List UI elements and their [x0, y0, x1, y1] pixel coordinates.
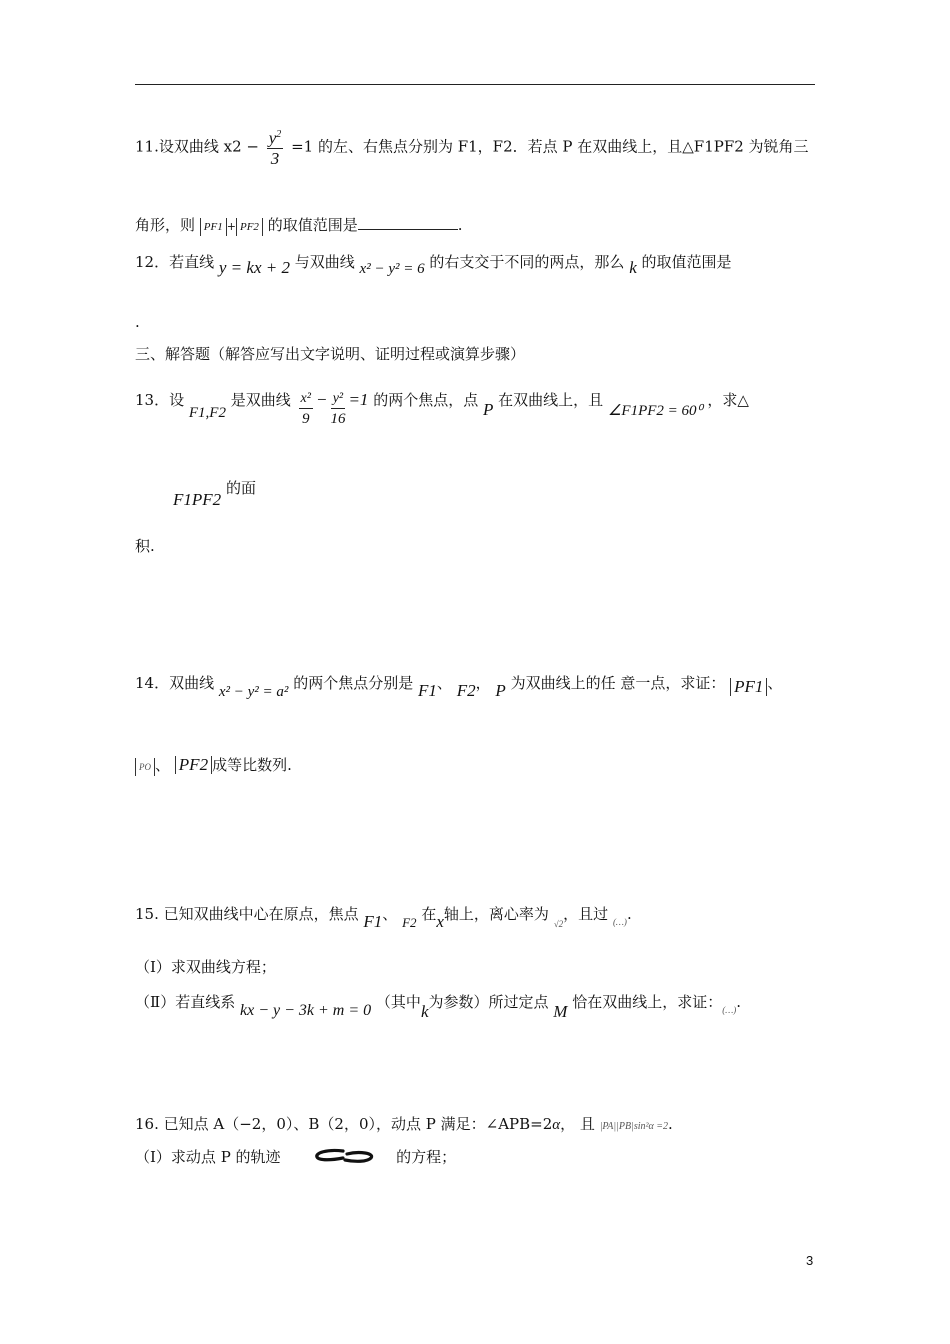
q13-text-a: 13．设 — [135, 391, 185, 409]
q14-sep4: 、 — [155, 756, 171, 774]
page-number: 3 — [806, 1253, 814, 1268]
q12-line-equation: y = kx + 2 — [218, 258, 290, 277]
q15-proof-target: (…) — [722, 1005, 737, 1015]
q12-text-c: 的右支交于不同的两点，那么 — [429, 253, 625, 271]
q14-abs-po: PO — [135, 758, 155, 776]
q15-k: k — [420, 1002, 429, 1021]
q13-text-d: 在双曲线上，且 — [498, 391, 604, 409]
q15-point: (…) — [612, 917, 627, 927]
q12-text-b: 与双曲线 — [294, 253, 355, 271]
q15-part2-text-f: . — [736, 993, 742, 1011]
q15-text-c: 轴上，离心率为 — [443, 905, 549, 923]
question-14-line-1 — [135, 673, 783, 700]
q11-text-a: 11.设双曲线 x2 − — [135, 137, 259, 156]
q13-f1-f2: F1,F2 — [188, 405, 226, 421]
q11-frac-num: y — [268, 128, 277, 148]
q14-f2: F2 — [456, 681, 476, 700]
q13-text-g: 积. — [135, 537, 155, 555]
question-15-line-1 — [135, 904, 632, 931]
q14-sep3: 、 — [767, 674, 783, 692]
q13-p: P — [483, 400, 494, 419]
q14-equation: x² − y² = a² — [218, 684, 289, 700]
q15-part2-text-a: （Ⅱ）若直线系 — [135, 993, 236, 1011]
q15-part2-text-c: 为参数）所过定点 — [428, 993, 549, 1011]
q15-part2-text-b: （其中 — [375, 993, 421, 1011]
q15-text-b: 在 — [421, 905, 437, 923]
q14-sep2: ， — [475, 674, 491, 692]
curve-symbol-icon — [313, 1148, 377, 1169]
q15-part2-text-d: 恰在双曲线上，求证： — [572, 993, 723, 1011]
q15-sep: 、 — [382, 905, 398, 923]
q13-equals-one: =1 — [348, 390, 369, 409]
q13-fraction-x — [299, 390, 313, 429]
question-12-line-2 — [135, 312, 140, 332]
question-11-line-1 — [135, 126, 809, 169]
q11-abs-pf1: PF1 — [200, 218, 227, 236]
q16-part1-text-b: 的方程； — [396, 1148, 457, 1166]
q15-text-a: 15. 已知双曲线中心在原点，焦点 — [135, 905, 359, 923]
q16-alpha: α — [552, 1117, 561, 1133]
answer-blank — [358, 215, 458, 230]
q14-text-b: 的两个焦点分别是 — [293, 674, 414, 692]
q15-text-d: ，且过 — [563, 905, 609, 923]
q13-frac2-num: y² — [331, 390, 345, 409]
q13-angle: ∠F1PF2 = 60⁰ — [607, 403, 703, 419]
q12-text-e: . — [135, 313, 140, 331]
q14-text-d: 成等比数列. — [212, 756, 292, 774]
q14-p: P — [495, 681, 506, 700]
question-15-part-2 — [135, 992, 742, 1021]
q11-fraction — [267, 126, 284, 169]
q11-text-b: =1 的左、右焦点分别为 F1，F2．若点 P 在双曲线上，且△F1PF2 为锐角三 — [291, 137, 809, 156]
q15-eccentricity: √2 — [553, 919, 564, 929]
q11-frac-den: 3 — [270, 148, 280, 168]
q14-abs-pf1: PF1 — [730, 678, 767, 696]
q13-text-b: 是双曲线 — [230, 391, 291, 409]
q13-minus: − — [315, 390, 328, 409]
q13-frac2-den: 16 — [330, 411, 346, 427]
q14-f1: F1 — [418, 681, 437, 700]
q15-m: M — [553, 1002, 568, 1021]
q13-frac1-num: x² — [299, 390, 313, 409]
question-15-part-1: （Ⅰ）求双曲线方程； — [135, 958, 276, 976]
q13-text-e: ，求△ — [707, 391, 749, 409]
q14-text-a: 14．双曲线 — [135, 674, 215, 692]
q14-text-c: 为双曲线上的任 意一点，求证： — [510, 674, 726, 692]
q15-f2: F2 — [402, 915, 417, 930]
q11-text-d: 的取值范围是 — [267, 216, 358, 234]
q13-frac1-den: 9 — [301, 411, 310, 427]
q15-f1: F1 — [363, 912, 383, 931]
q14-sep1: 、 — [436, 674, 452, 692]
header-rule — [135, 84, 815, 85]
question-13-line-1 — [135, 390, 749, 429]
q16-text-c: . — [668, 1115, 673, 1133]
q11-text-c: 角形，则 — [135, 216, 196, 234]
question-16-line-1 — [135, 1114, 673, 1137]
q15-text-e: . — [626, 905, 632, 923]
question-13-line-2 — [173, 478, 256, 509]
q11-plus: + — [226, 220, 236, 233]
question-13-line-3 — [135, 536, 155, 556]
q11-frac-num-exp: 2 — [276, 129, 282, 140]
q12-text-d: 的取值范围是 — [641, 253, 732, 271]
question-12-line-1 — [135, 252, 732, 277]
q15-x: x — [436, 912, 444, 931]
question-14-line-2 — [135, 755, 292, 776]
q13-text-f: 的面 — [225, 479, 256, 497]
q16-text-b: ， 且 — [560, 1115, 595, 1133]
section-heading: 三、解答题（解答应写出文字说明、证明过程或演算步骤） — [135, 345, 526, 363]
q14-abs-pf2: PF2 — [175, 756, 212, 774]
question-16-part-1 — [135, 1147, 456, 1169]
q15-line-family: kx − y − 3k + m = 0 — [239, 1002, 372, 1019]
q12-hyperbola-equation: x² − y² = 6 — [359, 261, 425, 277]
q13-text-c: 的两个焦点，点 — [373, 391, 479, 409]
q16-condition: |PA||PB|sin²α =2 — [599, 1121, 668, 1132]
q16-text-a: 16. 已知点 A（−2，0）、B（2，0），动点 P 满足：∠APB=2 — [135, 1115, 553, 1133]
q12-k: k — [629, 258, 637, 277]
q16-part1-text-a: （Ⅰ）求动点 P 的轨迹 — [135, 1148, 281, 1166]
question-11-line-2 — [135, 215, 463, 237]
q12-text-a: 12．若直线 — [135, 253, 215, 271]
q11-text-e: . — [457, 216, 463, 234]
q13-triangle: F1PF2 — [173, 490, 222, 509]
q11-abs-pf2: PF2 — [236, 218, 263, 236]
q13-fraction-y — [330, 390, 345, 429]
